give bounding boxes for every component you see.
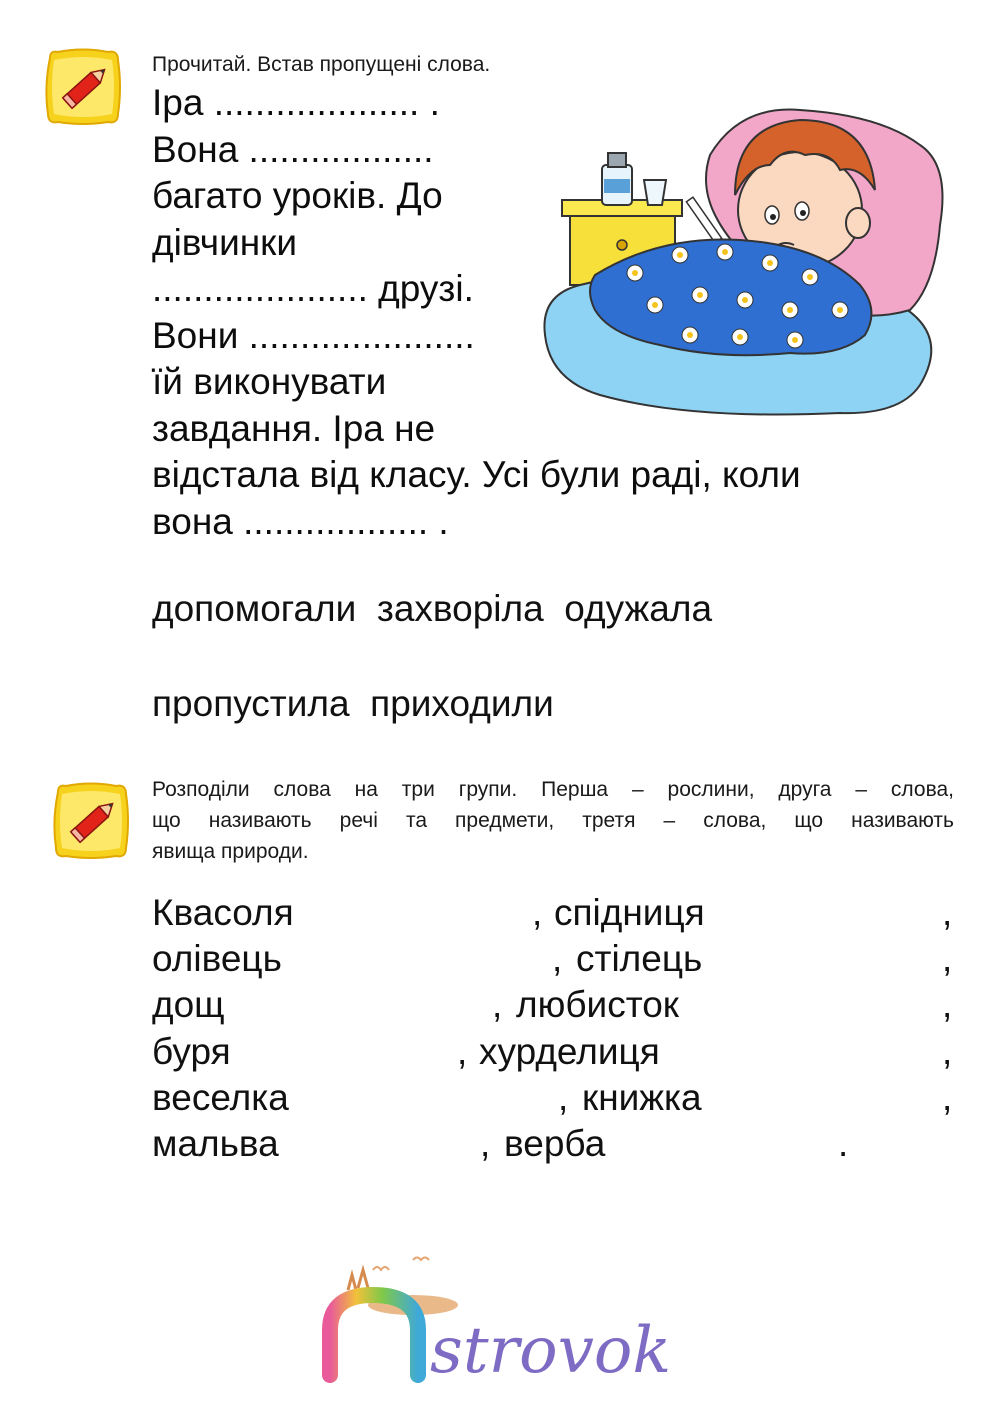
word: книжка [582, 1077, 702, 1118]
comma: , [942, 984, 953, 1025]
text-line: багато уроків. До [152, 175, 443, 216]
comma: , [532, 892, 543, 933]
word: верба [504, 1123, 606, 1164]
text-line: Вони ...................... [152, 314, 475, 356]
pencil-icon [40, 44, 126, 130]
instruction-line: що називають речі та предмети, третя – слова, що називають [152, 809, 954, 832]
instruction-line: Розподіли слова на три групи. Перша – рослини, друга – слова, [152, 778, 954, 801]
word: стілець [576, 938, 703, 979]
text-line: Вона .................. [152, 128, 434, 170]
comma: , [480, 1123, 491, 1164]
comma: , [942, 1031, 953, 1072]
instruction-line: явища природи. [152, 840, 309, 863]
text-line: завдання. Іра не [152, 407, 436, 449]
text-line: відстала від класу. Усі були раді, коли [152, 454, 801, 495]
text-line: ..................... друзі. [152, 268, 474, 309]
comma: , [457, 1031, 468, 1072]
word-row [152, 938, 952, 984]
text-line: Іра .................... . [152, 82, 440, 123]
word: любисток [516, 984, 679, 1025]
pencil-icon [48, 778, 134, 864]
word: буря [152, 1031, 231, 1072]
word: дощ [152, 984, 225, 1025]
word: олівець [152, 938, 282, 979]
word-row [152, 892, 952, 938]
word-row [152, 1077, 952, 1123]
word: мальва [152, 1123, 279, 1164]
word: хурделиця [479, 1031, 660, 1072]
period: . [838, 1123, 849, 1164]
word-bank-row-1: допомогали захворіла одужала [152, 588, 713, 629]
task1-instruction: Прочитай. Встав пропущені слова. [152, 53, 491, 76]
text-line: дівчинки [152, 221, 298, 263]
text-line: вона .................. . [152, 500, 449, 542]
task1-text [152, 80, 801, 545]
word-bank-row-2: пропустила приходили [152, 683, 554, 724]
word: спідниця [554, 892, 705, 933]
comma: , [558, 1077, 569, 1118]
word-row [152, 1123, 952, 1169]
word: веселка [152, 1077, 289, 1118]
word-row [152, 984, 952, 1030]
comma: , [942, 892, 953, 933]
comma: , [942, 938, 953, 979]
logo-text: strovok [430, 1314, 672, 1388]
word-row [152, 1031, 952, 1077]
comma: , [942, 1077, 953, 1118]
comma: , [492, 984, 503, 1025]
text-line: їй виконувати [152, 361, 387, 402]
ostrovok-logo [318, 1250, 758, 1390]
word: Квасоля [152, 892, 294, 933]
comma: , [552, 938, 563, 979]
task2-instruction [152, 774, 954, 867]
